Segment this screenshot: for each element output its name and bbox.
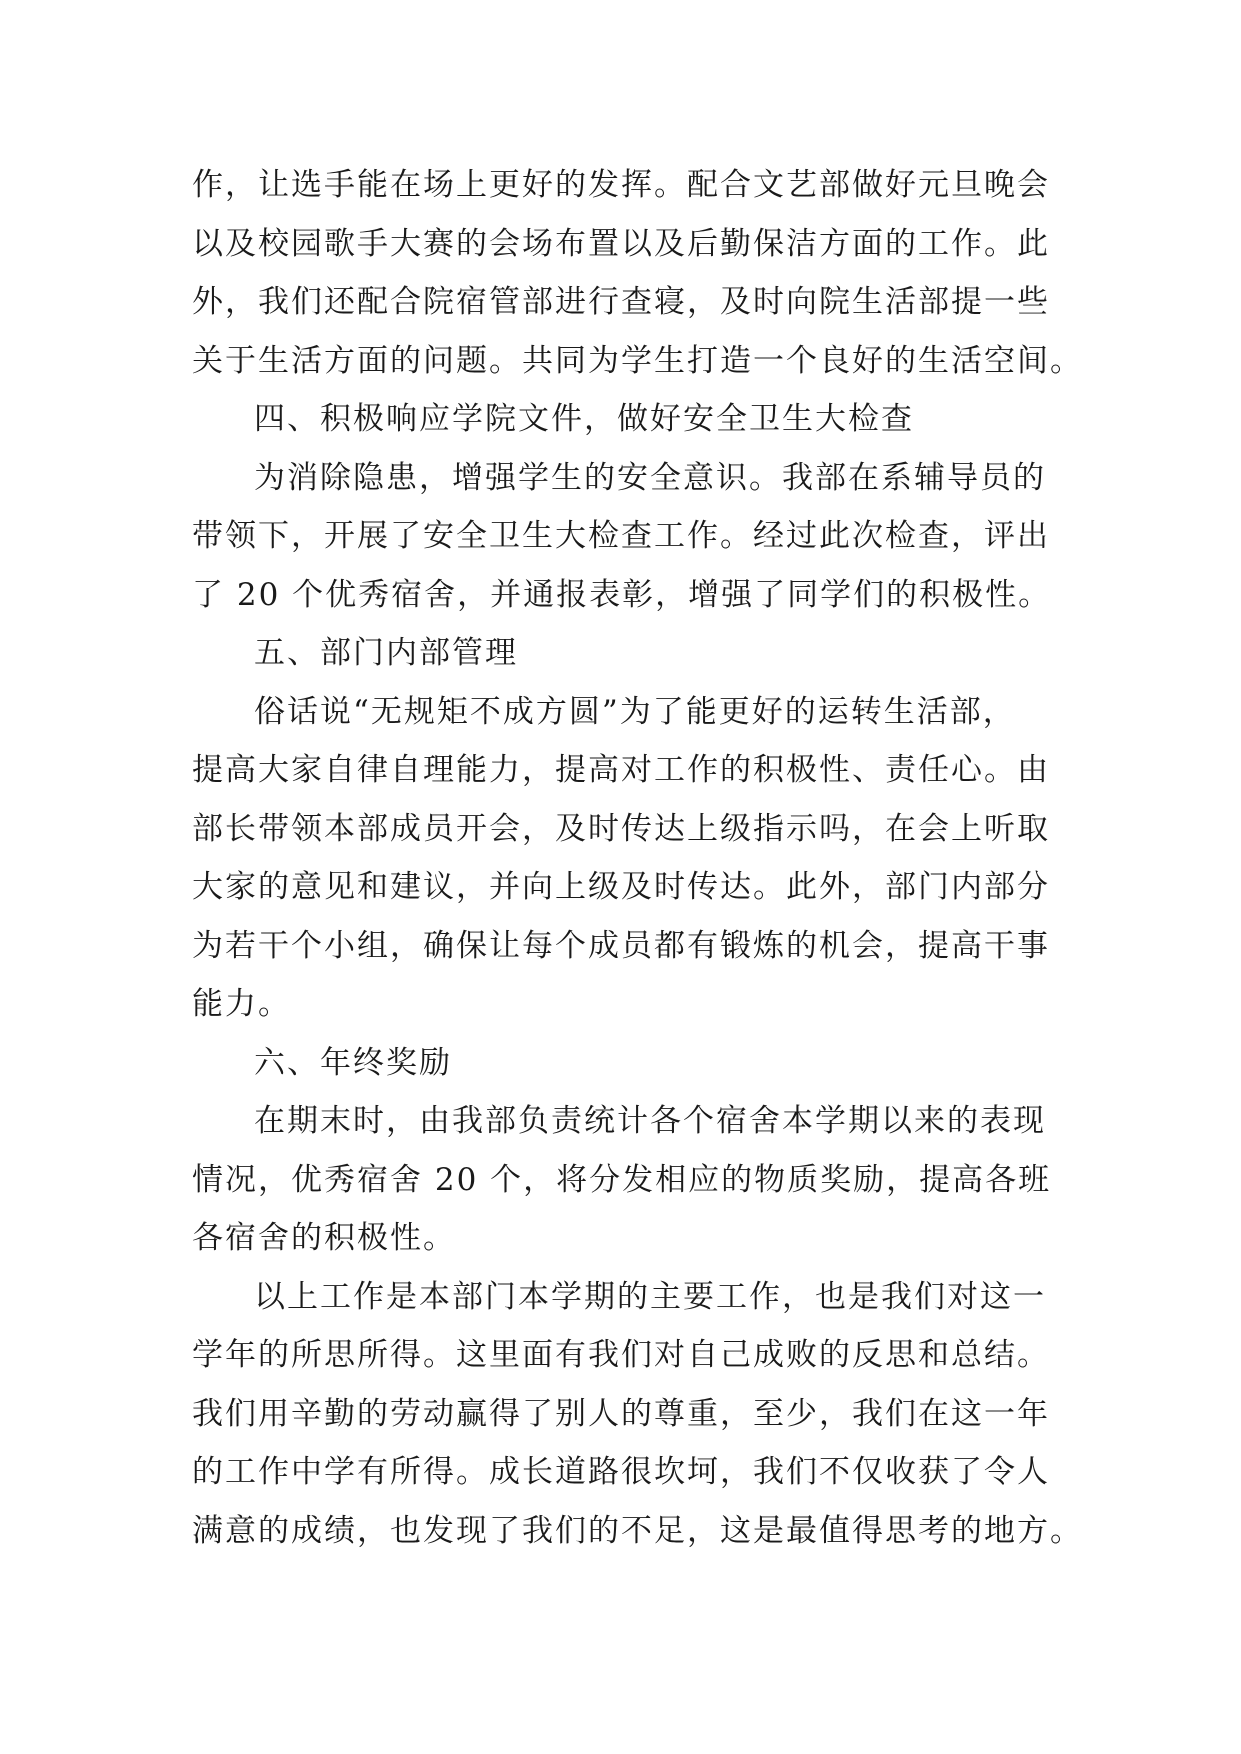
text-line: 情况，优秀宿舍 20 个，将分发相应的物质奖励，提高各班 [192,1161,1052,1198]
text-line: 六、年终奖励 [254,1044,452,1081]
text-line: 为若干个小组，确保让每个成员都有锻炼的机会，提高干事 [192,927,1050,964]
text-line: 能力。 [192,986,291,1022]
text-line: 为消除隐患，增强学生的安全意识。我部在系辅导员的 [254,459,1046,496]
text-line: 以上工作是本部门本学期的主要工作，也是我们对这一 [254,1278,1046,1315]
text-line: 我们用辛勤的劳动赢得了别人的尊重，至少，我们在这一年 [192,1395,1050,1432]
text-line: 作，让选手能在场上更好的发挥。配合文艺部做好元旦晚会 [192,167,1050,203]
text-line: 在期末时，由我部负责统计各个宿舍本学期以来的表现 [254,1103,1046,1139]
text-line: 的工作中学有所得。成长道路很坎坷，我们不仅收获了令人 [192,1454,1050,1490]
text-line: 各宿舍的积极性。 [192,1220,456,1256]
text-line: 带领下，开展了安全卫生大检查工作。经过此次检查，评出 [192,518,1050,554]
text-line: 满意的成绩，也发现了我们的不足，这是最值得思考的地方。 [192,1512,1083,1549]
text-line: 学年的所思所得。这里面有我们对自己成败的反思和总结。 [192,1337,1050,1373]
text-line: 俗话说“无规矩不成方圆”为了能更好的运转生活部， [254,693,1016,730]
text-line: 部长带领本部成员开会，及时传达上级指示吗，在会上听取 [192,810,1050,847]
text-line: 关于生活方面的问题。共同为学生打造一个良好的生活空间。 [192,342,1083,379]
text-line: 大家的意见和建议，并向上级及时传达。此外，部门内部分 [192,869,1050,905]
text-line: 了 20 个优秀宿舍，并通报表彰，增强了同学们的积极性。 [192,576,1052,613]
text-line: 提高大家自律自理能力，提高对工作的积极性、责任心。由 [192,752,1050,788]
text-line: 五、部门内部管理 [254,635,518,671]
text-line: 四、积极响应学院文件，做好安全卫生大检查 [254,401,914,437]
text-line: 以及校园歌手大赛的会场布置以及后勤保洁方面的工作。此 [192,225,1050,262]
document-body [192,156,1083,1560]
text-line: 外，我们还配合院宿管部进行查寝，及时向院生活部提一些 [192,284,1050,320]
